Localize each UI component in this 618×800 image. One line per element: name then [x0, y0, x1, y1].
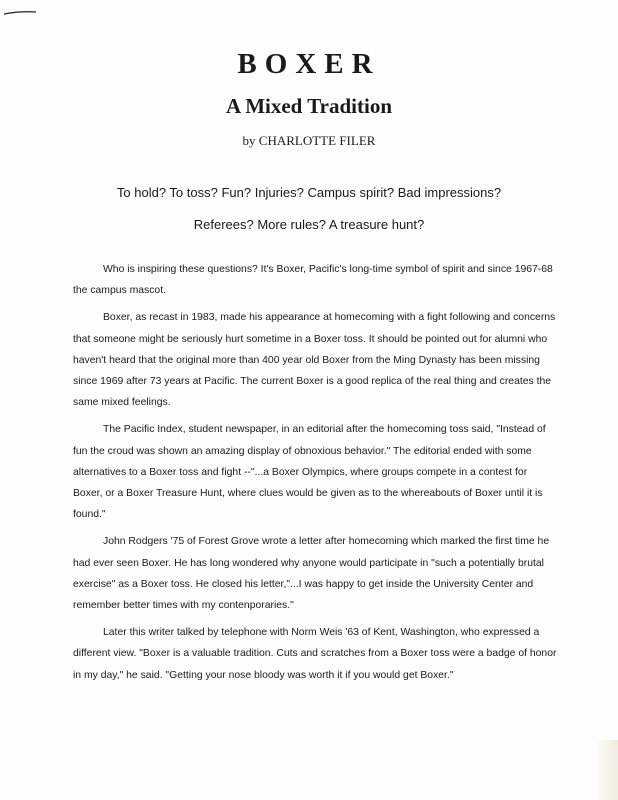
- question-line: To hold? To toss? Fun? Injuries? Campus spirit? Bad impressions?: [116, 185, 502, 200]
- body-paragraph: John Rodgers '75 of Forest Grove wrote a letter after homecoming which marked the first time he had ever seen Boxer. He has long wondered why anyone would participate in "such a potentially brutal exercise" as a Boxer toss. He closed his letter,"...I was happy to get inside the University Center and remember better times with my contenporaries.": [73, 536, 550, 612]
- body-paragraph: Who is inspiring these questions? It's Boxer, Pacific's long-time symbol of spirit and since 1967-68 the campus mascot.: [73, 264, 553, 297]
- scan-mark: [4, 11, 36, 15]
- body-paragraph: Boxer, as recast in 1983, made his appearance at homecoming with a fight following and concerns that someone might be seriously hurt sometime in a Boxer toss. It should be pointed out for alumni who haven't heard that the original more than 400 year old Boxer from the Ming Dynasty has been missing since 1969 after 73 years at Pacific. The current Boxer is a good replica of the real thing and creates the same mixed feelings.: [73, 312, 556, 409]
- question-line: Referees? More rules? A treasure hunt?: [193, 217, 425, 232]
- body-paragraph: The Pacific Index, student newspaper, in an editorial after the homecoming toss said, "Instead of fun the croud was shown an amazing display of obnoxious behavior." The editorial ended with some alternatives to a Boxer toss and fight --"...a Boxer Olympics, where groups compete in a contest for Boxer, or a Boxer Treasure Hunt, where clues would be given as to the whereabouts of Boxer until it is found.": [73, 424, 546, 521]
- article-body: [73, 259, 559, 692]
- article-byline: by CHARLOTTE FILER: [242, 133, 376, 148]
- body-paragraph: Later this writer talked by telephone with Norm Weis '63 of Kent, Washington, who expressed a different view. "Boxer is a valuable tradition. Cuts and scratches from a Boxer toss were a badge of honor in my day," he said. "Getting your nose bloody was worth it if you would get Boxer.": [73, 627, 557, 681]
- article-title: BOXER: [237, 48, 381, 80]
- question-block: [0, 177, 618, 241]
- article-subtitle: A Mixed Tradition: [225, 94, 393, 118]
- corner-stain: [596, 740, 618, 800]
